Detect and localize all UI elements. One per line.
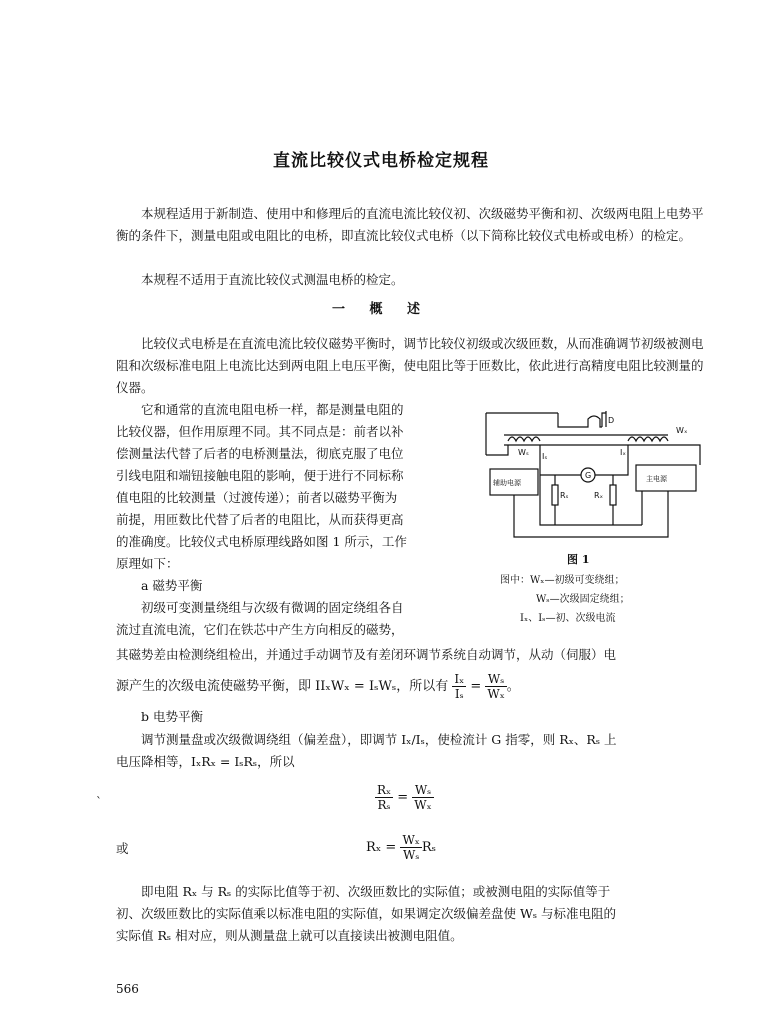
numerator: Iₓ (454, 672, 465, 686)
numerator: Wₛ (485, 672, 506, 687)
text-line: 前提，用匝数比代替了后者的电阻比，从而获得更高 (116, 512, 404, 527)
label-Wx: Wₓ (676, 426, 688, 435)
resistor-rs (552, 485, 558, 505)
formula-c-tail: Rₛ (421, 840, 437, 855)
coil-ws (508, 437, 540, 441)
resistor-rx (610, 485, 616, 505)
label-Ix: Iₓ (620, 448, 626, 457)
circuit-diagram (478, 405, 708, 545)
fraction (452, 672, 466, 701)
formula-c (366, 833, 436, 862)
page-title: 直流比较仪式电桥检定规程 (273, 151, 489, 171)
text-line: 的准确度。比较仪式电桥原理线路如图 1 所示，工作 (116, 534, 407, 549)
text-line: 电压降相等，IₓRₓ = IₛRₛ，所以 (116, 754, 295, 769)
overview-paragraph: 比较仪式电桥是在直流电流比较仪磁势平衡时，调节比较仪初级或次级匝数，从而准确调节初级被测电阻和次级标准电阻上电流比达到两电阻上电压平衡，使电阻比等于匝数比，依此进行高精度电阻比较测量的仪器。 (116, 336, 704, 395)
fraction (375, 783, 393, 812)
formula-a-lhs: IₓWₓ = IₛWₛ (320, 679, 397, 694)
wire (514, 491, 668, 537)
formula-c-lhs: Rₓ = (366, 840, 397, 855)
text-line: 原理如下： (116, 556, 179, 571)
numerator: Wₓ (402, 833, 420, 847)
text-line: 它和通常的直流电阻电桥一样，都是测量电阻的 (141, 402, 404, 417)
formula-a-prefix: 源产生的次级电流使磁势平衡，即 I (116, 679, 321, 694)
text-line: 初级可变测量绕组与次级有微调的固定绕组各自 (141, 600, 404, 615)
label-G: G (585, 471, 592, 480)
text-line: 比较仪器，但作用原理不同。其不同点是：前者以补 (116, 424, 404, 439)
label-Rs: Rₛ (560, 491, 569, 500)
text-line: 调节测量盘或次级微调绕组（偏差盘），即调节 Iₓ/Iₛ，使检流计 G 指零，则 Rₓ、Rₛ 上 (141, 732, 617, 747)
fraction (485, 672, 506, 701)
aux-power-label: 辅助电源 (493, 479, 521, 487)
label-Rx: Rₓ (594, 491, 604, 500)
wire (668, 445, 700, 465)
text-line: 偿测量法代替了后者的电桥测量法，彻底克服了电位 (116, 446, 404, 461)
denominator: Wₛ (402, 848, 420, 862)
fraction (400, 833, 421, 862)
text-line: 值电阻的比较测量（过渡传递）；前者以磁势平衡为 (116, 490, 398, 505)
coil-wx (628, 437, 668, 441)
fraction (412, 783, 433, 812)
text-line: 实际值 Rₛ 相对应，则从测量盘上就可以直接读出被测电阻值。 (116, 928, 463, 943)
label-D: D (608, 416, 615, 425)
section-heading: 一 概 述 (331, 302, 431, 317)
intro-paragraph-1: 本规程适用于新制造、使用中和修理后的直流电流比较仪初、次级磁势平衡和初、次级两电阻上电势平衡的条件下，测量电阻或电阻比的电桥，即直流比较仪式电桥（以下简称比较仪式电桥或电桥）的检定。 (116, 206, 704, 243)
text-line: 引线电阻和端钮接触电阻的影响，便于进行不同标称 (116, 468, 404, 483)
figure-caption-line: Iₓ、Iₛ—初、次级电流 (520, 613, 616, 624)
text-line: 流过直流电流，它们在铁芯中产生方向相反的磁势， (116, 622, 404, 637)
denominator: Iₛ (454, 687, 464, 701)
main-power-label: 主电源 (646, 475, 667, 483)
page-number: 566 (116, 982, 139, 996)
wire (558, 413, 602, 427)
numerator: Rₓ (377, 783, 392, 797)
figure-title: 图 1 (567, 553, 590, 566)
figure-caption-line: 图中：Wₓ—初级可变绕组； (500, 575, 625, 586)
text-line: 即电阻 Rₓ 与 Rₛ 的实际比值等于初、次级匝数比的实际值；或被测电阻的实际值等于 (141, 884, 611, 899)
formula-a-mid: ，所以有 (396, 679, 449, 694)
formula-b: $\frac{\text{Rₓ}}{\text{Rₛ}}$ = $\frac{\text{Wₛ}}{\text{Wₓ}}$ (377, 783, 432, 812)
denominator: Wₓ (414, 798, 432, 812)
wire (486, 445, 508, 455)
or-label: 或 (116, 841, 129, 856)
stray-mark: ` (96, 795, 102, 809)
denominator: Wₓ (487, 687, 505, 701)
label-Ws: Wₛ (518, 448, 529, 457)
label-Is: Iₛ (542, 452, 548, 461)
denominator: Rₛ (377, 798, 391, 812)
item-b-heading: b 电势平衡 (141, 709, 203, 724)
formula-a: 源产生的次级电流使磁势平衡，即 IIₓWₓ = IₛWₛ，所以有 $\frac{\text{Iₓ}}{\text{Iₛ}}$ = $\frac{\text{Wₛ}}{\text{Wₓ}}$ 。 (116, 672, 520, 701)
text-line: 初、次级匝数比的实际值乘以标准电阻的实际值，如果调定次级偏差盘使 Wₛ 与标准电阻的 (116, 906, 617, 921)
item-a-heading: a 磁势平衡 (141, 578, 203, 593)
figure-caption-line: Wₛ—次级固定绕组； (536, 594, 630, 605)
numerator: Wₛ (412, 783, 433, 798)
intro-paragraph-2: 本规程不适用于直流比较仪式测温电桥的检定。 (141, 272, 404, 287)
text-line: 其磁势差由检测绕组检出，并通过手动调节及有差闭环调节系统自动调节，从动（伺服）电 (116, 647, 617, 662)
